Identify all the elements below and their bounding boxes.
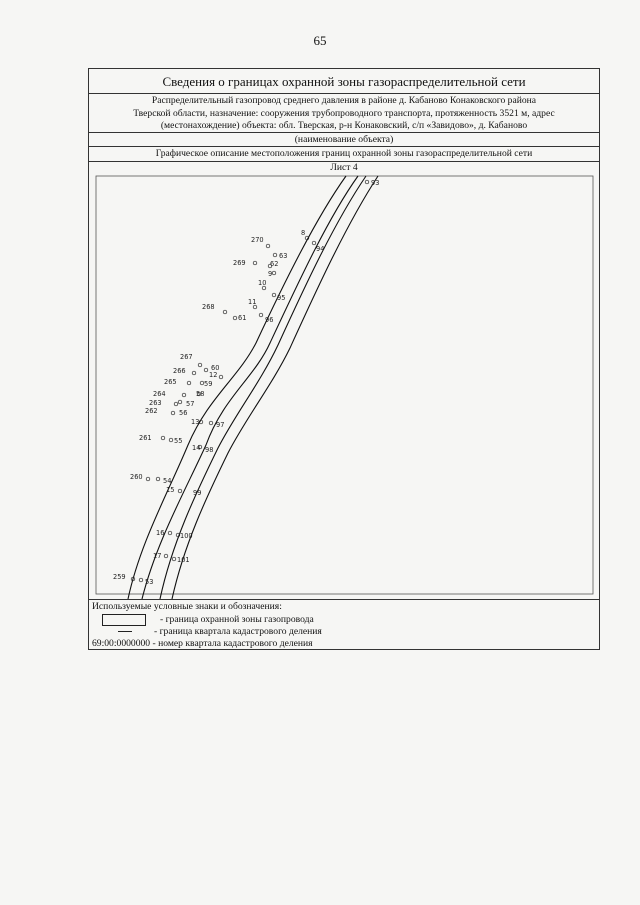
legend-item-zone-boundary bbox=[92, 614, 314, 626]
point-label: 93 bbox=[371, 179, 380, 187]
point-label: 9 bbox=[268, 270, 273, 278]
boundary-line-inner-left bbox=[142, 176, 358, 599]
point-label: 11 bbox=[248, 298, 257, 306]
point-label: 55 bbox=[174, 437, 183, 445]
zone-boundary-symbol bbox=[102, 614, 146, 626]
point-label: 268 bbox=[202, 303, 215, 311]
legend-text: - номер квартала кадастрового деления bbox=[150, 638, 313, 649]
point-label: 94 bbox=[316, 245, 325, 253]
point-label: 260 bbox=[130, 473, 143, 481]
sheet-label: Лист 4 bbox=[330, 162, 358, 173]
legend-text: - граница квартала кадастрового деления bbox=[154, 626, 322, 637]
document-title: Сведения о границах охранной зоны газораспределительной сети bbox=[89, 69, 599, 94]
point-label: 269 bbox=[233, 259, 246, 267]
point-label: 266 bbox=[173, 367, 186, 375]
point-label: 53 bbox=[145, 578, 154, 586]
object-line-1: Распределительный газопровод среднего давления в районе д. Кабаново Конаковского района bbox=[151, 95, 537, 106]
point-label: 14 bbox=[192, 444, 201, 452]
point-label: 95 bbox=[277, 294, 286, 302]
point-label: 263 bbox=[149, 399, 162, 407]
point-label: 270 bbox=[251, 236, 264, 244]
object-caption: (наименование объекта) bbox=[89, 133, 599, 147]
quarter-number-code: 69:00:0000000 bbox=[92, 638, 151, 649]
point-label: 10 bbox=[258, 279, 267, 287]
point-label: 99 bbox=[193, 489, 202, 497]
point-label: 56 bbox=[179, 409, 188, 417]
point-label: 97 bbox=[216, 421, 225, 429]
legend-item-quarter-number bbox=[92, 638, 313, 650]
point-label: 8 bbox=[301, 229, 306, 237]
boundary-map-svg bbox=[88, 173, 600, 599]
point-label: 100 bbox=[180, 532, 193, 540]
point-label: 61 bbox=[238, 314, 247, 322]
point-label: 62 bbox=[270, 260, 279, 268]
object-line-3: (местонахождение) объекта: обл. Тверская, р-н Конаковский, с/п «Завидово», д. Кабаново bbox=[160, 120, 528, 131]
point-label: 60 bbox=[211, 364, 220, 372]
object-name-block bbox=[89, 94, 599, 133]
point-label: 58 bbox=[196, 390, 205, 398]
point-label: 12 bbox=[209, 371, 218, 379]
legend-text: - граница охранной зоны газопровода bbox=[160, 614, 314, 626]
point-label: 101 bbox=[177, 556, 190, 564]
point-label: 264 bbox=[153, 390, 166, 398]
point-label: 267 bbox=[180, 353, 193, 361]
point-label: 16 bbox=[156, 529, 165, 537]
graphic-description-heading: Графическое описание местоположения границ охранной зоны газораспределительной сети bbox=[89, 147, 599, 162]
point-label: 98 bbox=[205, 446, 214, 454]
point-label: 265 bbox=[164, 378, 177, 386]
legend bbox=[88, 599, 600, 650]
object-line-2: Тверской области, назначение: сооружения трубопроводного транспорта, протяженность 3521 м, адрес bbox=[133, 107, 555, 119]
point-label: 57 bbox=[186, 400, 195, 408]
point-label: 63 bbox=[279, 252, 288, 260]
point-label: 59 bbox=[204, 380, 213, 388]
point-label: 54 bbox=[163, 477, 172, 485]
point-label: 96 bbox=[265, 316, 274, 324]
point-label: 261 bbox=[139, 434, 152, 442]
page-number: 65 bbox=[313, 33, 327, 48]
point-label: 262 bbox=[145, 407, 158, 415]
point-label: 15 bbox=[166, 486, 175, 494]
boundary-line-outer-right bbox=[172, 176, 378, 599]
point-label: 17 bbox=[153, 552, 162, 560]
boundary-drawing bbox=[88, 173, 600, 599]
legend-title: Используемые условные знаки и обозначения: bbox=[92, 601, 282, 612]
point-label: 13 bbox=[191, 418, 200, 426]
quarter-boundary-symbol bbox=[118, 631, 132, 632]
legend-item-quarter-boundary bbox=[92, 626, 322, 638]
point-label: 259 bbox=[113, 573, 126, 581]
